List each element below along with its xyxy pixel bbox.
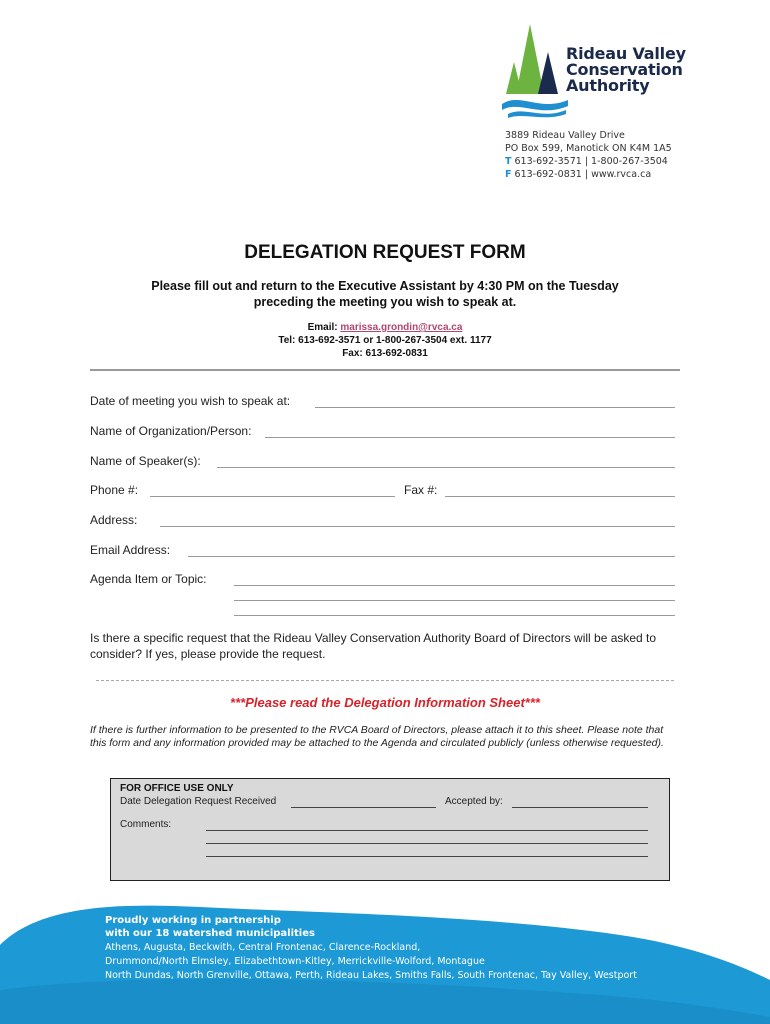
logo-name-line3: Authority [566,76,650,95]
comments-field-line3[interactable] [206,856,648,857]
fax-label: Fax #: [404,483,438,497]
accepted-field[interactable] [512,807,648,808]
address-tel [505,156,668,168]
agenda-field-line2[interactable] [234,600,675,601]
footer-line2: with our 18 watershed municipalities [105,928,315,939]
address-line1: 3889 Rideau Valley Drive [505,130,625,141]
footer-line3: Athens, Augusta, Beckwith, Central Frontenac, Clarence-Rockland, [105,942,421,953]
agenda-field-line3[interactable] [234,615,675,616]
email-label: Email: [307,322,338,333]
address-tel-text: 613-692-3571 | 1-800-267-3504 [514,156,668,167]
address-line2: PO Box 599, Manotick ON K4M 1A5 [505,143,672,154]
attachment-note: If there is further information to be presented to the RVCA Board of Directors, please attach it to this sheet. Please note that this form and any information provided may be attached to the Agenda and circulated publicly (unless otherwise requested). [90,724,664,749]
address-field[interactable] [160,526,675,527]
address-label: Address: [90,513,138,527]
accepted-label: Accepted by: [445,796,503,807]
agenda-label: Agenda Item or Topic: [90,572,207,586]
request-question: Is there a specific request that the Rideau Valley Conservation Authority Board of Directors will be asked to consider? If yes, please provide the request. [90,631,657,661]
address-fax [505,169,651,181]
address-fax-text: 613-692-0831 | www.rvca.ca [514,169,652,180]
phone-label: Phone #: [90,483,139,497]
info-sheet-notice: ***Please read the Delegation Information Sheet*** [230,695,540,710]
tel-letter: T [505,156,512,167]
email-address-label: Email Address: [90,543,171,557]
speakers-label: Name of Speaker(s): [90,454,201,468]
agenda-field-line1[interactable] [234,585,675,586]
date-label: Date of meeting you wish to speak at: [90,394,291,408]
contact-tel: Tel: 613-692-3571 or 1-800-267-3504 ext. 1177 [278,335,492,346]
logo-name-line2: Conservation [566,60,683,79]
fax-field[interactable] [445,496,675,497]
org-field[interactable] [265,437,675,438]
contact-email [0,321,770,334]
org-label: Name of Organization/Person: [90,424,252,438]
contact-fax: Fax: 613-692-0831 [342,348,428,359]
comments-field-line2[interactable] [206,843,648,844]
footer-line5: North Dundas, North Grenville, Ottawa, Perth, Rideau Lakes, Smiths Falls, South Frontenac, Tay Valley, Westport [105,970,637,981]
date-field[interactable] [315,407,675,408]
form-title: DELEGATION REQUEST FORM [244,242,526,263]
subtitle-line1: Please fill out and return to the Executive Assistant by 4:30 PM on the Tuesday [151,279,619,293]
header-divider [90,369,680,371]
logo-name-line1: Rideau Valley [566,44,686,63]
fax-letter: F [505,169,512,180]
comments-field-line1[interactable] [206,830,648,831]
speakers-field[interactable] [217,467,675,468]
received-label: Date Delegation Request Received [120,796,277,807]
comments-label: Comments: [120,819,172,830]
rvca-logo-icon [500,22,570,120]
email-field[interactable] [188,556,675,557]
request-field[interactable] [96,680,674,681]
footer-line1: Proudly working in partnership [105,915,281,926]
footer-line4: Drummond/North Elmsley, Elizabethtown-Kitley, Merrickville-Wolford, Montague [105,956,485,967]
office-use-heading: FOR OFFICE USE ONLY [120,783,234,794]
email-link[interactable]: marissa.grondin@rvca.ca [340,322,463,333]
phone-field[interactable] [150,496,395,497]
subtitle-line2: preceding the meeting you wish to speak at. [253,295,517,309]
received-field[interactable] [291,807,436,808]
